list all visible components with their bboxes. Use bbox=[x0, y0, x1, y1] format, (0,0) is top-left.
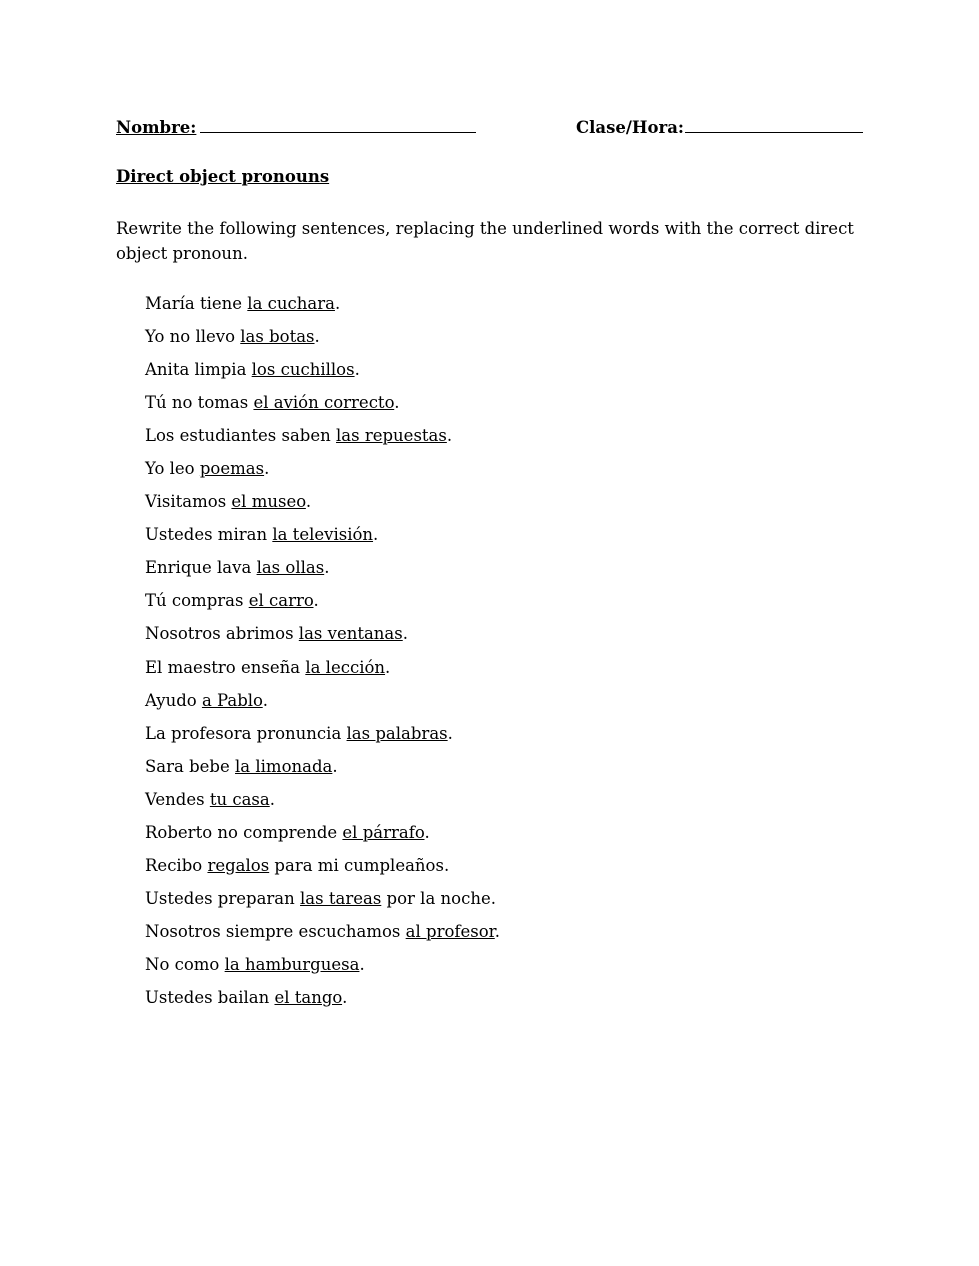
sentence-text-before: Sara bebe bbox=[145, 756, 236, 776]
sentence-text-before: Ustedes miran bbox=[145, 525, 273, 545]
sentence-text-before: Ayudo bbox=[145, 690, 202, 710]
sentence-text-after: . bbox=[447, 723, 453, 743]
underlined-object: tu casa bbox=[209, 789, 270, 809]
class-label: Clase/Hora: bbox=[576, 118, 684, 137]
underlined-object: las palabras bbox=[346, 723, 448, 743]
sentence-text-before: Visitamos bbox=[145, 492, 232, 512]
underlined-object: los cuchillos bbox=[251, 360, 355, 380]
sentence-text-before: Los estudiantes saben bbox=[145, 426, 337, 446]
sentence-text-before: María tiene bbox=[145, 294, 248, 313]
item-sentence bbox=[145, 986, 347, 1010]
sentence-text-after: . bbox=[342, 987, 348, 1007]
name-blank-line[interactable] bbox=[200, 115, 476, 133]
sentence-text-before: Anita limpia bbox=[145, 360, 252, 380]
item-sentence bbox=[145, 722, 453, 746]
sentence-text-after: . bbox=[324, 558, 330, 578]
underlined-object: el avión correcto bbox=[253, 393, 395, 413]
underlined-object: el tango bbox=[274, 987, 343, 1007]
sentence-text-after: . bbox=[313, 591, 319, 611]
item-sentence bbox=[145, 457, 269, 481]
item-sentence bbox=[145, 490, 311, 514]
sentence-text-after: . bbox=[373, 525, 379, 545]
underlined-object: la lección bbox=[305, 657, 386, 677]
sentence-text-after: . bbox=[305, 492, 312, 512]
name-label: Nombre: bbox=[116, 118, 197, 137]
instructions: Rewrite the following sentences, replacing the underlined words with the correct direct object pronoun. bbox=[116, 219, 854, 263]
underlined-object: el carro bbox=[248, 591, 314, 611]
underlined-object: la televisión bbox=[272, 525, 374, 545]
sentence-text-before: Yo no llevo bbox=[145, 327, 241, 347]
underlined-object: las ollas bbox=[256, 558, 325, 578]
sentence-text-before: Yo leo bbox=[145, 459, 200, 479]
sentence-text-after: . bbox=[394, 393, 400, 413]
sentence-text-before: El maestro enseña bbox=[145, 657, 306, 677]
sentence-text-after: . bbox=[314, 327, 320, 347]
sentence-text-after: . bbox=[354, 360, 360, 380]
item-sentence bbox=[145, 854, 449, 878]
underlined-object: el párrafo bbox=[342, 822, 425, 842]
class-field bbox=[576, 115, 863, 139]
sentence-text-after: . bbox=[269, 789, 275, 809]
underlined-object: a Pablo bbox=[201, 690, 263, 710]
underlined-object: poemas bbox=[199, 459, 265, 479]
underlined-object: las repuestas bbox=[336, 426, 447, 446]
item-sentence bbox=[145, 920, 500, 944]
sentence-text-before: Roberto no comprende bbox=[145, 822, 343, 842]
item-sentence bbox=[145, 656, 390, 680]
sentence-text-before: Recibo bbox=[145, 855, 208, 875]
item-sentence bbox=[145, 424, 452, 448]
sentence-text-before: Nosotros abrimos bbox=[145, 624, 299, 644]
item-sentence bbox=[145, 325, 320, 349]
item-sentence bbox=[145, 788, 275, 812]
item-sentence bbox=[145, 523, 378, 547]
item-sentence bbox=[145, 556, 329, 580]
item-sentence bbox=[145, 589, 319, 613]
sentence-text-after: . bbox=[332, 756, 338, 776]
sentence-text-before: Vendes bbox=[145, 789, 210, 809]
underlined-object: al profesor bbox=[405, 921, 495, 941]
item-sentence bbox=[145, 292, 340, 316]
sentence-text-after: . bbox=[424, 822, 430, 842]
name-field bbox=[116, 115, 476, 139]
underlined-object: las tareas bbox=[300, 888, 382, 908]
underlined-object: la limonada bbox=[235, 756, 333, 776]
sentence-text-after: . bbox=[262, 690, 268, 710]
sentence-text-before: Tú compras bbox=[145, 591, 249, 611]
sentence-text-after: . bbox=[402, 624, 408, 644]
item-sentence bbox=[145, 689, 268, 713]
sentence-text-after: . bbox=[385, 657, 391, 677]
class-blank-line[interactable] bbox=[685, 115, 863, 133]
item-sentence bbox=[145, 755, 338, 779]
underlined-object: el museo bbox=[231, 492, 306, 512]
sentence-text-after: por la noche. bbox=[381, 888, 496, 908]
sentence-text-before: Nosotros siempre escuchamos bbox=[145, 921, 406, 941]
sentence-text-before: No como bbox=[145, 954, 225, 974]
underlined-object: las botas bbox=[240, 327, 315, 347]
sentence-text-before: Ustedes preparan bbox=[145, 888, 301, 908]
sentence-text-before: La profesora pronuncia bbox=[145, 723, 347, 743]
worksheet-title: Direct object pronouns bbox=[116, 167, 330, 186]
sentence-text-after: . bbox=[359, 954, 365, 974]
sentence-text-after: . bbox=[494, 921, 500, 941]
sentence-text-before: Enrique lava bbox=[145, 558, 257, 578]
underlined-object: regalos bbox=[207, 855, 270, 875]
item-sentence bbox=[145, 622, 408, 646]
sentence-text-after: . bbox=[264, 459, 270, 479]
sentence-text-after: . bbox=[446, 426, 453, 446]
sentence-text-before: Tú no tomas bbox=[145, 393, 254, 413]
item-sentence bbox=[145, 887, 496, 911]
item-sentence bbox=[145, 358, 360, 382]
sentence-text-after: para mi cumpleaños. bbox=[269, 855, 450, 875]
underlined-object: la cuchara bbox=[247, 294, 335, 313]
sentence-text-after: . bbox=[334, 294, 341, 313]
underlined-object: las ventanas bbox=[298, 624, 403, 644]
sentence-text-before: Ustedes bailan bbox=[145, 987, 275, 1007]
underlined-object: la hamburguesa bbox=[224, 954, 360, 974]
item-sentence bbox=[145, 953, 365, 977]
item-sentence bbox=[145, 391, 399, 415]
item-sentence bbox=[145, 821, 430, 845]
